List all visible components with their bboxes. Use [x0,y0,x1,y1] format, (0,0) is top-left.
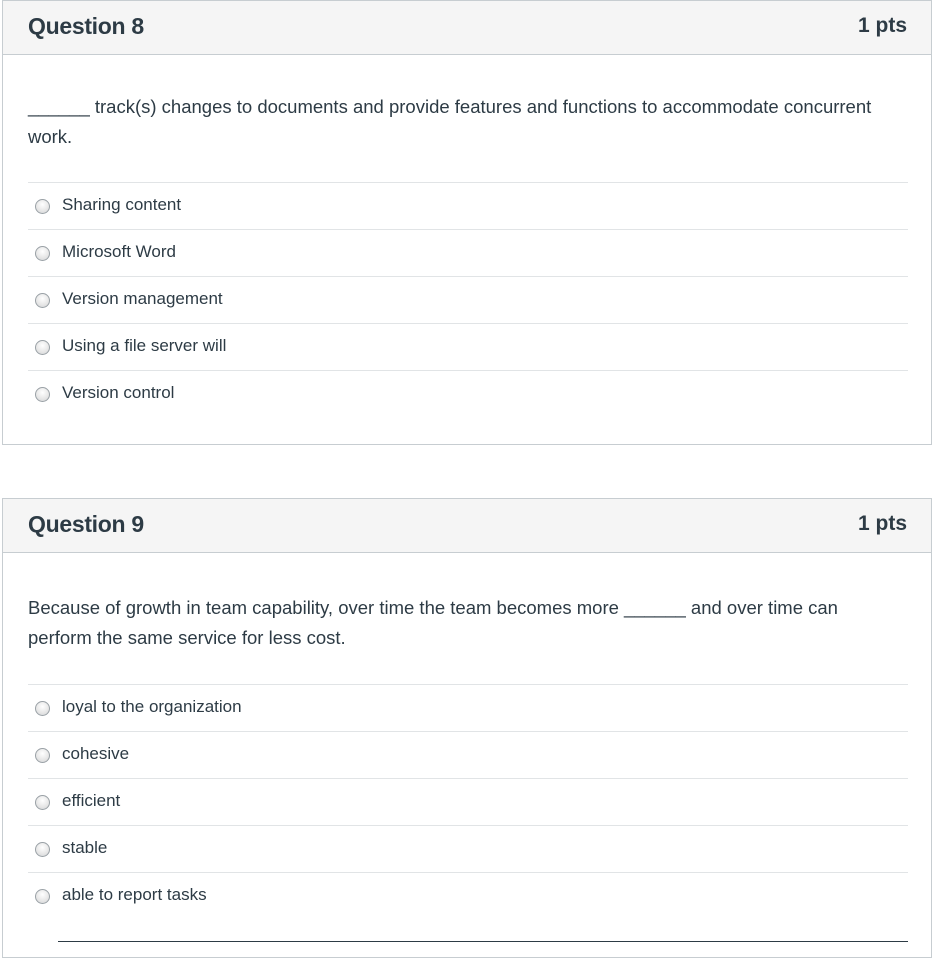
radio-button[interactable] [35,340,50,355]
question-points: 1 pts [857,14,907,37]
question-text: ______ track(s) changes to documents and provide features and functions to accommodate concurrent work. [28,96,872,147]
answer-label[interactable]: cohesive [62,744,130,763]
answer-option[interactable] [28,684,908,731]
question-text: Because of growth in team capability, over time the team becomes more ______ and over time can perform the same service for less cost. [28,597,838,648]
answer-option[interactable] [28,872,908,919]
answer-label[interactable]: Version control [62,383,175,402]
radio-button[interactable] [35,199,50,214]
answer-list [28,684,908,919]
radio-button[interactable] [35,889,50,904]
radio-button[interactable] [35,842,50,857]
answer-option[interactable] [28,370,908,417]
answer-option[interactable] [28,229,908,276]
answer-option[interactable] [28,778,908,825]
question-9-card [2,498,932,958]
answer-option[interactable] [28,825,908,872]
answer-label[interactable]: Sharing content [62,195,182,214]
answer-label[interactable]: Microsoft Word [62,242,176,261]
answer-list [28,182,908,417]
radio-button[interactable] [35,387,50,402]
answer-option[interactable] [28,276,908,323]
radio-button[interactable] [35,246,50,261]
answer-label[interactable]: loyal to the organization [62,697,242,716]
question-points: 1 pts [857,512,907,535]
divider [58,941,908,942]
radio-button[interactable] [35,293,50,308]
question-header [3,499,931,553]
radio-button[interactable] [35,748,50,763]
question-header [3,1,931,55]
question-title: Question 9 [28,511,144,537]
answer-label[interactable]: Using a file server will [62,336,227,355]
radio-button[interactable] [35,701,50,716]
question-8-card [2,0,932,445]
answer-option[interactable] [28,731,908,778]
answer-label[interactable]: efficient [62,791,121,810]
answer-option[interactable] [28,182,908,229]
answer-label[interactable]: Version management [62,289,223,308]
answer-label[interactable]: able to report tasks [62,885,207,904]
question-title: Question 8 [28,13,144,39]
answer-option[interactable] [28,323,908,370]
answer-label[interactable]: stable [62,838,108,857]
radio-button[interactable] [35,795,50,810]
